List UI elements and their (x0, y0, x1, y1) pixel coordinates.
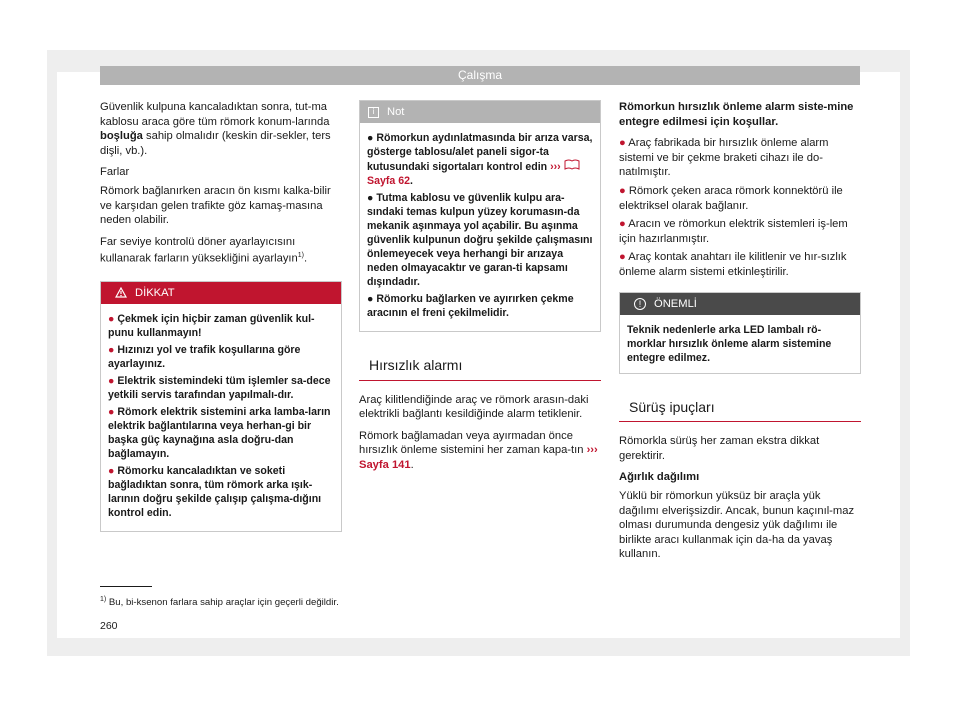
paragraph: Far seviye kontrolü döner ayarlayıcısını kullanarak farların yüksekliğini ayarlayın$^{1)}$. (100, 235, 308, 266)
exclamation-icon: ! (634, 298, 646, 310)
page-number: 260 (100, 620, 118, 632)
note-body (360, 123, 600, 331)
important-header (620, 293, 860, 315)
warning-title: DİKKAT (135, 286, 175, 299)
list-item: ● Tutma kablosu ve güvenlik kulpu ara-sındaki temas kulpun yüzey korumasın-da mekanik aşınmaya yol açabilir. Bu aşınma güvenlik kulpunun doğru şekilde çalışmasını önlemeyecek veya herhangi bir arızaya neden olmayacaktır ve garan-ti kapsamı dışındadır. (367, 192, 593, 288)
page-link-141[interactable]: ››› Sayfa 141 (359, 444, 598, 471)
paragraph: Römork bağlanırken aracın ön kısmı kalka-bilir ve karşıdan gelen trafikte göz kamaş-masına neden olabilir. (100, 184, 331, 227)
important-body: Teknik nedenlerle arka LED lambalı rö-morklar hırsızlık önleme alarm sistemine entegre edilmez. (627, 323, 832, 364)
important-box (619, 292, 861, 374)
section-heading: Hırsızlık alarmı (359, 358, 601, 381)
note-title: Not (387, 106, 405, 118)
important-title: ÖNEMLİ (654, 297, 697, 310)
note-box (359, 100, 601, 332)
list-item: ● Çekmek için hiçbir zaman güvenlik kul-punu kullanmayın! (108, 312, 315, 339)
warning-triangle-icon (115, 287, 127, 298)
list-item: ● Römork çeken araca römork konnektörü ile elektriksel olarak bağlanır. (619, 184, 843, 212)
list-item: ● Aracın ve römorkun elektrik sistemleri iş-lem için hazırlanmıştır. (619, 218, 848, 245)
info-icon: i (368, 107, 379, 118)
footnote: $^{1)}$ Bu, bi-ksenon farlara sahip araçlar için geçerli değildir. (100, 596, 339, 609)
list-item: ● Römorku bağlarken ve ayırırken çekme aracının el freni çekilmelidir. (367, 293, 574, 319)
list-item: ● Römorku kancaladıktan ve soketi bağladıktan sonra, tüm römork arka ışık-larının doğru şekilde çalışıp çalışma-dığını kontrol edin. (108, 464, 322, 519)
column-right (619, 100, 861, 569)
paragraph: Yüklü bir römorkun yüksüz bir araçla yük dağılımı elverişsizdir. Ancak, bunun kaçınıl-maz olması durumunda dengesiz yük dağılımı ile birlikte aracı kullanmak için da-ha da yavaş kullanın. (619, 489, 855, 561)
list-item: ● Römorkun aydınlatmasında bir arıza varsa, gösterge tablosu/alet paneli sigor-ta kutusundaki sigortaları kontrol edin ››› Sayfa 62. (367, 132, 593, 187)
column-left (100, 100, 342, 532)
warning-box (100, 281, 342, 532)
list-item: ● Araç fabrikada bir hırsızlık önleme alarm sistemi ve bir çekme braketi cihazı ile do-natılmıştır. (619, 137, 829, 179)
page-link-62[interactable]: ››› Sayfa 62 (367, 161, 580, 187)
paragraph: Römorkla sürüş her zaman ekstra dikkat gerektirir. (619, 435, 820, 462)
weight-heading: Ağırlık dağılımı (619, 471, 700, 484)
conditions-heading: Römorkun hırsızlık önleme alarm siste-mine entegre edilmesi için koşullar. (619, 101, 854, 128)
column-middle (359, 100, 601, 480)
page-header: Çalışma (100, 66, 860, 85)
warning-header (101, 282, 341, 304)
list-item: ● Elektrik sistemindeki tüm işlemler sa-dece yetkili servis tarafından yapılmalı-dır. (108, 374, 331, 401)
paragraph: Araç kilitlendiğinde araç ve römork arasın-daki elektrikli bağlantı kesildiğinde alarm tetiklenir. (359, 393, 589, 421)
book-icon (564, 159, 580, 170)
paragraph: Römork bağlamadan veya ayırmadan önce hırsızlık önleme sistemini her zaman kapa-tın ››› Sayfa 141. (359, 429, 598, 471)
list-item: ● Römork elektrik sistemini arka lamba-ların elektrik bağlantılarına veya herhan-gi bir başka güç kaynağına asla doğru-dan bağlamayın. (108, 405, 331, 460)
footnote-divider (100, 586, 152, 587)
list-item: ● Araç kontak anahtarı ile kilitlenir ve hır-sızlık önleme alarm sistemi etkinleştirilir. (619, 251, 847, 278)
paragraph: Güvenlik kulpuna kancaladıktan sonra, tut-ma kablosu araca göre tüm römork konum-larında boşluğa sahip olmalıdır (keskin dir-sekler, ters dişli, vb.). (100, 101, 331, 157)
note-header (360, 101, 600, 123)
warning-body (101, 304, 341, 531)
list-item: ● Hızınızı yol ve trafik koşullarına göre ayarlayınız. (108, 343, 301, 370)
farlar-heading: Farlar (100, 166, 130, 179)
section-heading: Sürüş ipuçları (619, 400, 861, 423)
